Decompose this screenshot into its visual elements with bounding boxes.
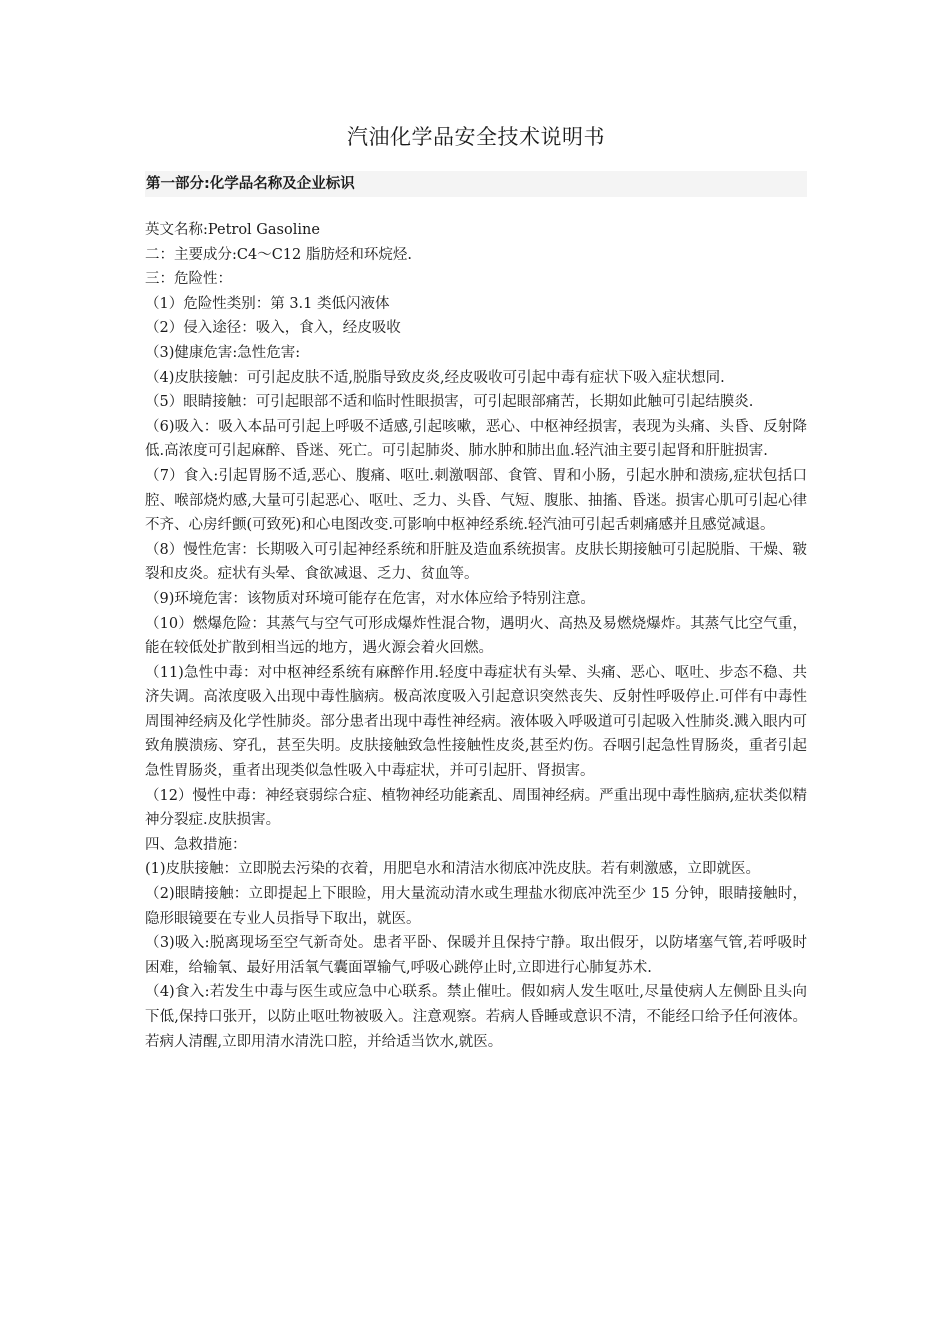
paragraph: （6)吸入：吸入本品可引起上呼吸不适感,引起咳嗽，恶心、中枢神经损害，表现为头痛、头昏、反射降低.高浓度可引起麻醉、昏迷、死亡。可引起肺炎、肺水肿和肺出血.轻汽油主要引起肾和肝脏损害. <box>145 418 807 460</box>
paragraph: （10）燃爆危险：其蒸气与空气可形成爆炸性混合物，遇明火、高热及易燃烧爆炸。其蒸气比空气重，能在较低处扩散到相当远的地方，遇火源会着火回燃。 <box>145 615 807 657</box>
paragraph: （7）食入:引起胃肠不适,恶心、腹痛、呕吐.刺激咽部、食管、胃和小肠，引起水肿和溃疡,症状包括口腔、喉部烧灼感,大量可引起恶心、呕吐、乏力、头昏、气短、腹胀、抽搐、昏迷。损害心肌可引起心律不齐、心房纤颤(可致死)和心电图改变.可影响中枢神经系统.轻汽油可引起舌刺痛感并且感觉减退。 <box>145 467 807 534</box>
paragraph: 四、急救措施： <box>145 836 247 853</box>
paragraph: （3)吸入:脱离现场至空气新奇处。患者平卧、保暖并且保持宁静。取出假牙，以防堵塞气管,若呼吸时困难，给输氧、最好用活氧气囊面罩输气,呼吸心跳停止时,立即进行心肺复苏术. <box>145 935 807 976</box>
paragraph: （4)皮肤接触：可引起皮肤不适,脱脂导致皮炎,经皮吸收可引起中毒有症状下吸入症状想同. <box>145 369 725 386</box>
paragraph: （3)健康危害:急性危害: <box>145 344 301 361</box>
paragraph: （2）侵入途径：吸入，食入，经皮吸收 <box>145 320 401 337</box>
paragraph: 英文名称:Petrol Gasoline <box>145 222 320 238</box>
paragraph: （11)急性中毒：对中枢神经系统有麻醉作用.轻度中毒症状有头晕、头痛、恶心、呕吐、步态不稳、共济失调。高浓度吸入出现中毒性脑病。极高浓度吸入引起意识突然丧失、反射性呼吸停止.可伴有中毒性周围神经病及化学性肺炎。部分患者出现中毒性神经病。液体吸入呼吸道可引起吸入性肺炎.溅入眼内可致角膜溃疡、穿孔，甚至失明。皮肤接触致急性接触性皮炎,甚至灼伤。吞咽引起急性胃肠炎，重者引起急性胃肠炎，重者出现类似急性吸入中毒症状，并可引起肝、肾损害。 <box>145 664 807 780</box>
paragraph: （9)环境危害：该物质对环境可能存在危害，对水体应给予特别注意。 <box>145 590 595 607</box>
paragraph: （4)食入:若发生中毒与医生或应急中心联系。禁止催吐。假如病人发生呕吐,尽量使病人左侧卧且头向下低,保持口张开，以防止呕吐物被吸入。注意观察。若病人昏睡或意识不清，不能经口给予任何液体。若病人清醒,立即用清水清洗口腔，并给适当饮水,就医。 <box>145 984 807 1050</box>
section-heading: 第一部分:化学品名称及企业标识 <box>145 171 807 197</box>
paragraph: （2)眼睛接触：立即提起上下眼睑，用大量流动清水或生理盐水彻底冲洗至少 15 分钟，眼睛接触时，隐形眼镜要在专业人员指导下取出，就医。 <box>145 886 807 927</box>
paragraph: 三：危险性： <box>145 271 232 288</box>
document-title: 汽油化学品安全技术说明书 <box>347 125 605 149</box>
paragraph: (1)皮肤接触：立即脱去污染的衣着，用肥皂水和清洁水彻底冲洗皮肤。若有刺激感，立即就医。 <box>145 861 761 878</box>
paragraph: （12）慢性中毒：神经衰弱综合症、植物神经功能紊乱、周围神经病。严重出现中毒性脑病,症状类似精神分裂症.皮肤损害。 <box>145 787 807 829</box>
paragraph: （5）眼睛接触：可引起眼部不适和临时性眼损害，可引起眼部痛苦，长期如此触可引起结膜炎. <box>145 394 754 411</box>
paragraph: （8）慢性危害：长期吸入可引起神经系统和肝脏及造血系统损害。皮肤长期接触可引起脱脂、干燥、皲裂和皮炎。症状有头晕、食欲减退、乏力、贫血等。 <box>145 541 807 583</box>
document-body <box>145 218 807 1054</box>
paragraph: 二：主要成分:C4～C12 脂肪烃和环烷烃. <box>145 246 412 263</box>
paragraph: （1）危险性类别：第 3.1 类低闪液体 <box>145 295 390 312</box>
